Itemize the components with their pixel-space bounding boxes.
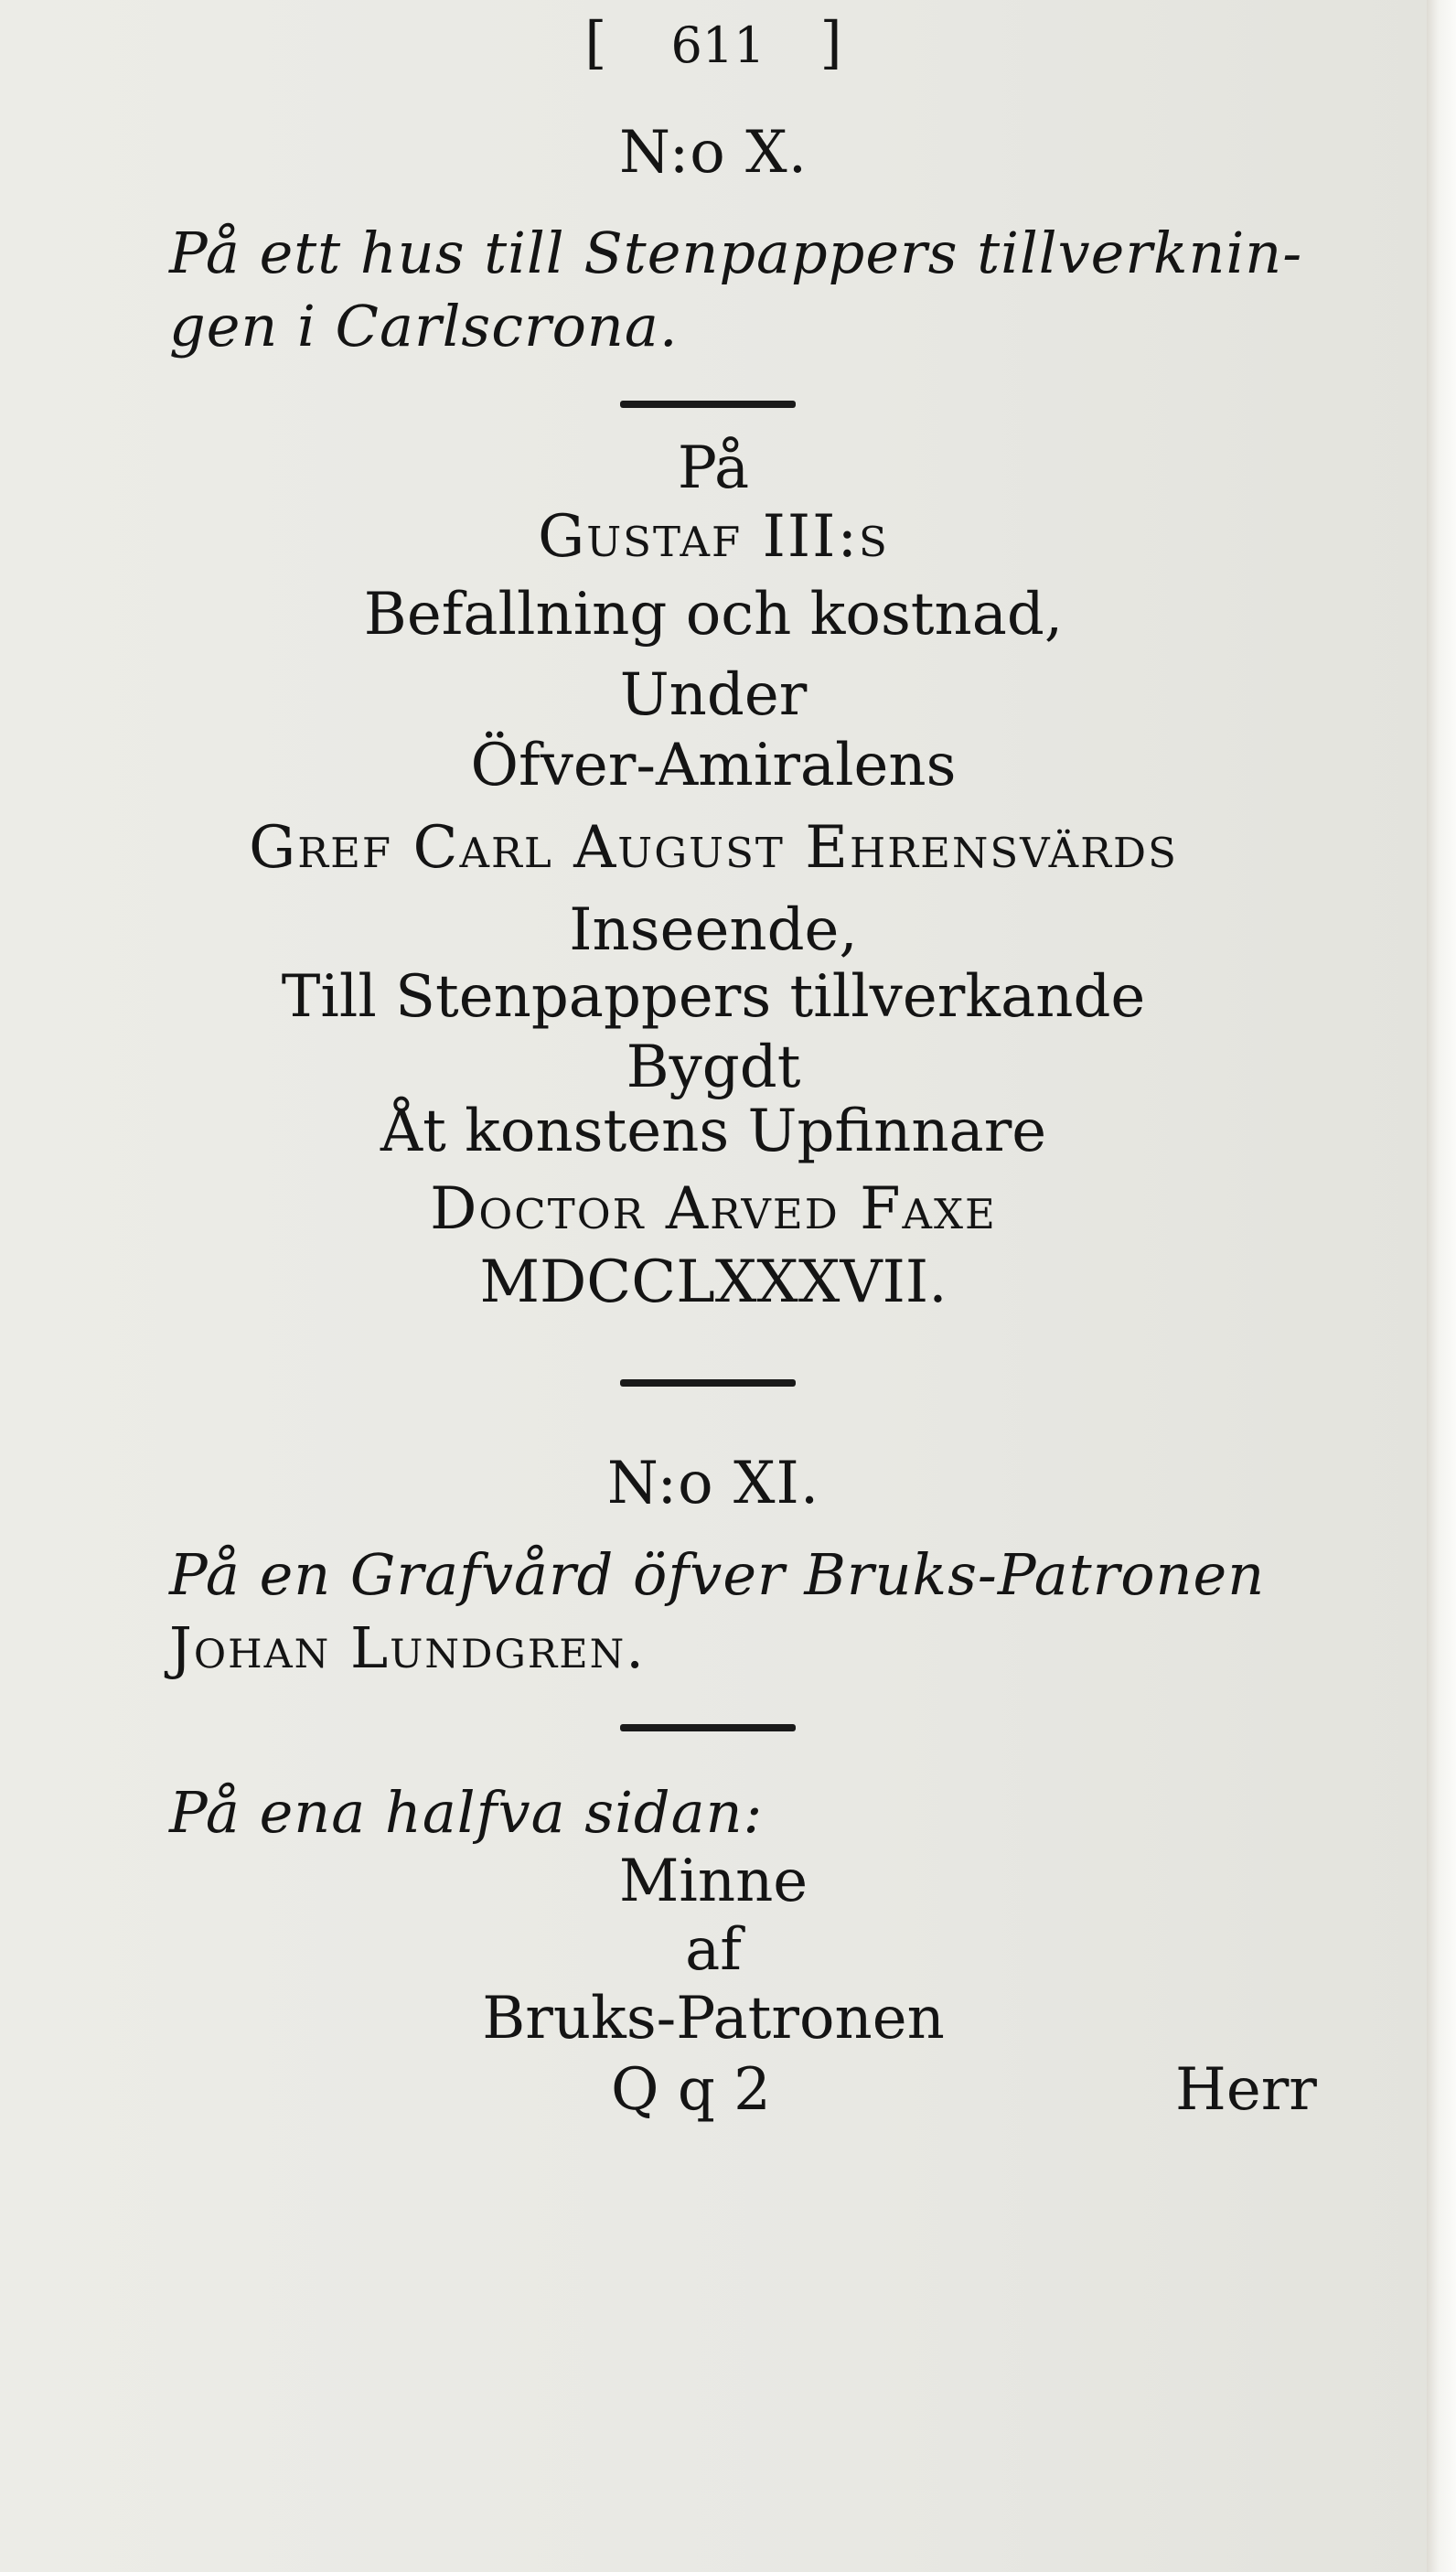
inscription-line-7: Inseende, bbox=[569, 896, 858, 964]
inscription-line-6: Gref Carl August Ehrensvärds bbox=[249, 814, 1178, 882]
inscription-line-3: Befallning och kostnad, bbox=[363, 581, 1064, 648]
inscription-line-9: Bygdt bbox=[626, 1034, 801, 1101]
section-title-10: N:o X. bbox=[618, 119, 808, 187]
section-10-intro-line-2: gen i Carlscrona. bbox=[169, 293, 679, 359]
inscription-line-5: Öfver-Amiralens bbox=[470, 732, 957, 799]
bracket-close: ] bbox=[819, 9, 842, 76]
inscription-line-2: Gustaf III:s bbox=[538, 503, 889, 571]
catchword: Herr bbox=[1175, 2056, 1317, 2124]
divider-rule-2 bbox=[620, 1379, 796, 1387]
inscription-line-12: MDCCLXXXVII. bbox=[479, 1248, 947, 1316]
signature-mark: Q q 2 bbox=[611, 2056, 771, 2124]
inscription-line-8: Till Stenpappers tillverkande bbox=[281, 963, 1146, 1031]
page-header bbox=[0, 9, 1427, 76]
inscription-line-10: Åt konstens Upfinnare bbox=[380, 1098, 1047, 1165]
divider-rule-3 bbox=[620, 1724, 796, 1731]
memorial-line-1: Minne bbox=[618, 1848, 808, 1915]
divider-rule-1 bbox=[620, 401, 796, 408]
inscription-line-4: Under bbox=[619, 661, 808, 729]
side-label: På ena halfva sidan: bbox=[169, 1779, 764, 1846]
inscription-line-1: På bbox=[677, 434, 750, 502]
inscription-line-11: Doctor Arved Faxe bbox=[430, 1175, 997, 1243]
section-11-intro-line-2: Johan Lundgren. bbox=[169, 1614, 646, 1681]
page-edge bbox=[1427, 0, 1456, 2572]
page-number: 611 bbox=[670, 16, 765, 74]
memorial-line-2: af bbox=[685, 1916, 742, 1984]
bracket-open: [ bbox=[584, 9, 607, 76]
section-10-intro-line-1: På ett hus till Stenpappers tillverknin- bbox=[169, 220, 1303, 286]
section-title-11: N:o XI. bbox=[606, 1450, 820, 1517]
memorial-line-3: Bruks-Patronen bbox=[482, 1985, 945, 2052]
section-11-intro-line-1: På en Grafvård öfver Bruks-Patronen bbox=[169, 1541, 1266, 1608]
